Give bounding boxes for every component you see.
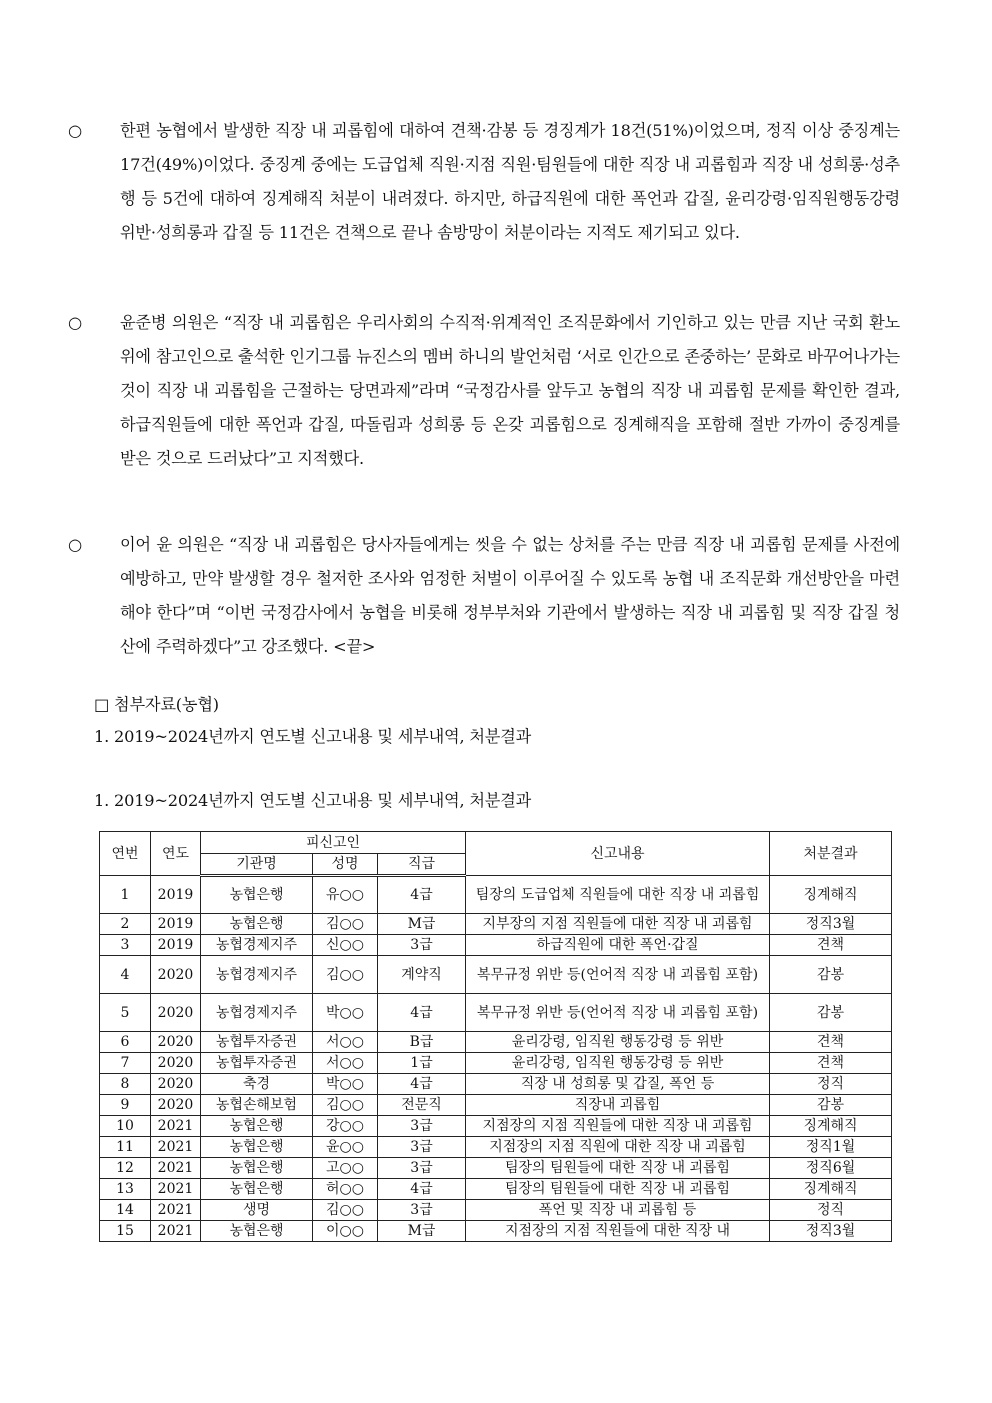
cell-org: 농협투자증권: [201, 1053, 313, 1074]
cell-content: 지부장의 지점 직원들에 대한 직장 내 괴롭힘: [466, 914, 770, 935]
cell-year: 2021: [151, 1137, 201, 1158]
table-row: [100, 876, 892, 914]
attachment-heading: □ 첨부자료(농협): [94, 695, 219, 714]
cell-no: 4: [100, 956, 151, 994]
cell-content: 하급직원에 대한 폭언·갑질: [466, 935, 770, 956]
cell-name: 김○○: [313, 1095, 378, 1116]
cell-rank: 4급: [378, 876, 466, 914]
cell-content: 폭언 및 직장 내 괴롭힘 등: [466, 1200, 770, 1221]
paragraph-text: 한편 농협에서 발생한 직장 내 괴롭힘에 대하여 견책·감봉 등 경징계가 18건(51%)이었으며, 정직 이상 중징계는 17건(49%)이었다. 중징계 중에는 도급업체 직원·지점 직원·팀원들에 대한 직장 내 괴롭힘과 직장 내 성희롱·성추행 등 5건에 대하여 징계해직 처분이 내려졌다. 하지만, 하급직원에 대한 폭언과 갑질, 윤리강령·임직원행동강령 위반·성희롱과 갑질 등 11건은 견책으로 끝나 솜방망이 처분이라는 지적도 제기되고 있다.: [120, 121, 900, 242]
table-row: [100, 1221, 892, 1242]
table-body: [100, 876, 892, 1242]
cell-name: 서○○: [313, 1032, 378, 1053]
cell-name: 고○○: [313, 1158, 378, 1179]
cell-org: 농협경제지주: [201, 994, 313, 1032]
cell-org: 농협경제지주: [201, 935, 313, 956]
header-result: 처분결과: [770, 832, 892, 876]
header-content: 신고내용: [466, 832, 770, 876]
cell-content: 윤리강령, 임직원 행동강령 등 위반: [466, 1032, 770, 1053]
cell-no: 2: [100, 914, 151, 935]
cell-rank: M급: [378, 1221, 466, 1242]
cell-org: 농협은행: [201, 1137, 313, 1158]
cell-org: 농협은행: [201, 1116, 313, 1137]
cell-content: 지점장의 지점 직원들에 대한 직장 내 괴롭힘: [466, 1116, 770, 1137]
cell-content: 윤리강령, 임직원 행동강령 등 위반: [466, 1053, 770, 1074]
cell-result: 감봉: [770, 994, 892, 1032]
cell-year: 2020: [151, 1095, 201, 1116]
cell-name: 박○○: [313, 1074, 378, 1095]
cell-year: 2019: [151, 935, 201, 956]
cell-year: 2019: [151, 876, 201, 914]
cell-no: 3: [100, 935, 151, 956]
cell-result: 견책: [770, 935, 892, 956]
cell-no: 7: [100, 1053, 151, 1074]
cell-org: 농협은행: [201, 1179, 313, 1200]
cell-org: 생명: [201, 1200, 313, 1221]
table-row: [100, 1137, 892, 1158]
cell-result: 정직: [770, 1200, 892, 1221]
cell-name: 박○○: [313, 994, 378, 1032]
cell-result: 견책: [770, 1053, 892, 1074]
cell-no: 8: [100, 1074, 151, 1095]
cell-content: 직장내 괴롭힘: [466, 1095, 770, 1116]
cell-no: 5: [100, 994, 151, 1032]
cell-year: 2020: [151, 956, 201, 994]
paragraph-discipline-stats: [68, 114, 900, 250]
cell-year: 2021: [151, 1116, 201, 1137]
circle-bullet-icon: ○: [68, 121, 82, 140]
cell-no: 6: [100, 1032, 151, 1053]
header-accused: 피신고인: [201, 832, 466, 854]
cell-year: 2019: [151, 914, 201, 935]
cell-content: 지점장의 지점 직원에 대한 직장 내 괴롭힘: [466, 1137, 770, 1158]
header-rank: 직급: [378, 854, 466, 876]
cell-name: 허○○: [313, 1179, 378, 1200]
cell-org: 농협경제지주: [201, 956, 313, 994]
cell-result: 정직1월: [770, 1137, 892, 1158]
cell-content: 복무규정 위반 등(언어적 직장 내 괴롭힘 포함): [466, 994, 770, 1032]
table-header: [100, 832, 892, 876]
table-row: [100, 1032, 892, 1053]
table-row: [100, 935, 892, 956]
cell-no: 13: [100, 1179, 151, 1200]
cell-org: 농협은행: [201, 1158, 313, 1179]
table-caption: 1. 2019~2024년까지 연도별 신고내용 및 세부내역, 처분결과: [94, 791, 532, 810]
table-row: [100, 1158, 892, 1179]
table-row: [100, 1200, 892, 1221]
table-row: [100, 994, 892, 1032]
header-no: 연번: [100, 832, 151, 876]
cell-content: 팀장의 팀원들에 대한 직장 내 괴롭힘: [466, 1158, 770, 1179]
cell-org: 축경: [201, 1074, 313, 1095]
cell-rank: 3급: [378, 1116, 466, 1137]
cell-no: 1: [100, 876, 151, 914]
cell-rank: 3급: [378, 1137, 466, 1158]
cell-content: 팀장의 팀원들에 대한 직장 내 괴롭힘: [466, 1179, 770, 1200]
cell-result: 감봉: [770, 1095, 892, 1116]
header-year: 연도: [151, 832, 201, 876]
cell-org: 농협손해보험: [201, 1095, 313, 1116]
cell-no: 14: [100, 1200, 151, 1221]
report-table: [99, 831, 892, 1242]
cell-name: 신○○: [313, 935, 378, 956]
cell-rank: 4급: [378, 1074, 466, 1095]
cell-no: 11: [100, 1137, 151, 1158]
cell-rank: B급: [378, 1032, 466, 1053]
table-row: [100, 1053, 892, 1074]
cell-rank: 4급: [378, 994, 466, 1032]
cell-name: 강○○: [313, 1116, 378, 1137]
cell-year: 2020: [151, 994, 201, 1032]
cell-name: 김○○: [313, 1200, 378, 1221]
header-org: 기관명: [201, 854, 313, 876]
header-name: 성명: [313, 854, 378, 876]
cell-year: 2021: [151, 1221, 201, 1242]
cell-org: 농협은행: [201, 876, 313, 914]
cell-year: 2020: [151, 1032, 201, 1053]
circle-bullet-icon: ○: [68, 313, 82, 332]
cell-content: 팀장의 도급업체 직원들에 대한 직장 내 괴롭힘: [466, 876, 770, 914]
cell-year: 2020: [151, 1053, 201, 1074]
cell-rank: M급: [378, 914, 466, 935]
cell-result: 정직3월: [770, 914, 892, 935]
table-row: [100, 1074, 892, 1095]
cell-result: 감봉: [770, 956, 892, 994]
cell-result: 징계해직: [770, 876, 892, 914]
cell-content: 지점장의 지점 직원들에 대한 직장 내: [466, 1221, 770, 1242]
paragraph-yoon-emphasis: [68, 528, 900, 664]
cell-rank: 전문직: [378, 1095, 466, 1116]
cell-no: 10: [100, 1116, 151, 1137]
cell-result: 징계해직: [770, 1116, 892, 1137]
cell-org: 농협은행: [201, 1221, 313, 1242]
cell-rank: 4급: [378, 1179, 466, 1200]
cell-result: 정직: [770, 1074, 892, 1095]
cell-no: 15: [100, 1221, 151, 1242]
cell-org: 농협은행: [201, 914, 313, 935]
cell-no: 12: [100, 1158, 151, 1179]
cell-name: 서○○: [313, 1053, 378, 1074]
cell-year: 2021: [151, 1158, 201, 1179]
cell-rank: 1급: [378, 1053, 466, 1074]
cell-result: 정직6월: [770, 1158, 892, 1179]
table-row: [100, 1179, 892, 1200]
cell-rank: 3급: [378, 1200, 466, 1221]
cell-rank: 3급: [378, 1158, 466, 1179]
paragraph-text: 윤준병 의원은 “직장 내 괴롭힘은 우리사회의 수직적·위계적인 조직문화에서 기인하고 있는 만큼 지난 국회 환노위에 참고인으로 출석한 인기그룹 뉴진스의 멤버 하니의 발언처럼 ‘서로 인간으로 존중하는’ 문화로 바꾸어나가는 것이 직장 내 괴롭힘을 근절하는 당면과제”라며 “국정감사를 앞두고 농협의 직장 내 괴롭힘 문제를 확인한 결과, 하급직원들에 대한 폭언과 갑질, 따돌림과 성희롱 등 온갖 괴롭힘으로 징계해직을 포함해 절반 가까이 중징계를 받은 것으로 드러났다”고 지적했다.: [120, 313, 900, 468]
cell-content: 직장 내 성희롱 및 갑질, 폭언 등: [466, 1074, 770, 1095]
table-row: [100, 1116, 892, 1137]
cell-no: 9: [100, 1095, 151, 1116]
paragraph-yoon-statement: [68, 306, 900, 476]
table-row: [100, 956, 892, 994]
table-row: [100, 914, 892, 935]
cell-name: 윤○○: [313, 1137, 378, 1158]
cell-rank: 계약직: [378, 956, 466, 994]
cell-name: 김○○: [313, 956, 378, 994]
cell-year: 2021: [151, 1179, 201, 1200]
circle-bullet-icon: ○: [68, 535, 82, 554]
cell-result: 견책: [770, 1032, 892, 1053]
cell-content: 복무규정 위반 등(언어적 직장 내 괴롭힘 포함): [466, 956, 770, 994]
attachment-item: 1. 2019~2024년까지 연도별 신고내용 및 세부내역, 처분결과: [94, 727, 532, 746]
cell-rank: 3급: [378, 935, 466, 956]
cell-year: 2021: [151, 1200, 201, 1221]
cell-result: 정직3월: [770, 1221, 892, 1242]
cell-name: 이○○: [313, 1221, 378, 1242]
cell-org: 농협투자증권: [201, 1032, 313, 1053]
cell-year: 2020: [151, 1074, 201, 1095]
cell-name: 김○○: [313, 914, 378, 935]
cell-name: 유○○: [313, 876, 378, 914]
table-row: [100, 1095, 892, 1116]
paragraph-text: 이어 윤 의원은 “직장 내 괴롭힘은 당사자들에게는 씻을 수 없는 상처를 주는 만큼 직장 내 괴롭힘 문제를 사전에 예방하고, 만약 발생할 경우 철저한 조사와 엄정한 처벌이 이루어질 수 있도록 농협 내 조직문화 개선방안을 마련해야 한다”며 “이번 국정감사에서 농협을 비롯해 정부부처와 기관에서 발생하는 직장 내 괴롭힘 및 직장 갑질 청산에 주력하겠다”고 강조했다. <끝>: [120, 535, 900, 656]
cell-result: 징계해직: [770, 1179, 892, 1200]
